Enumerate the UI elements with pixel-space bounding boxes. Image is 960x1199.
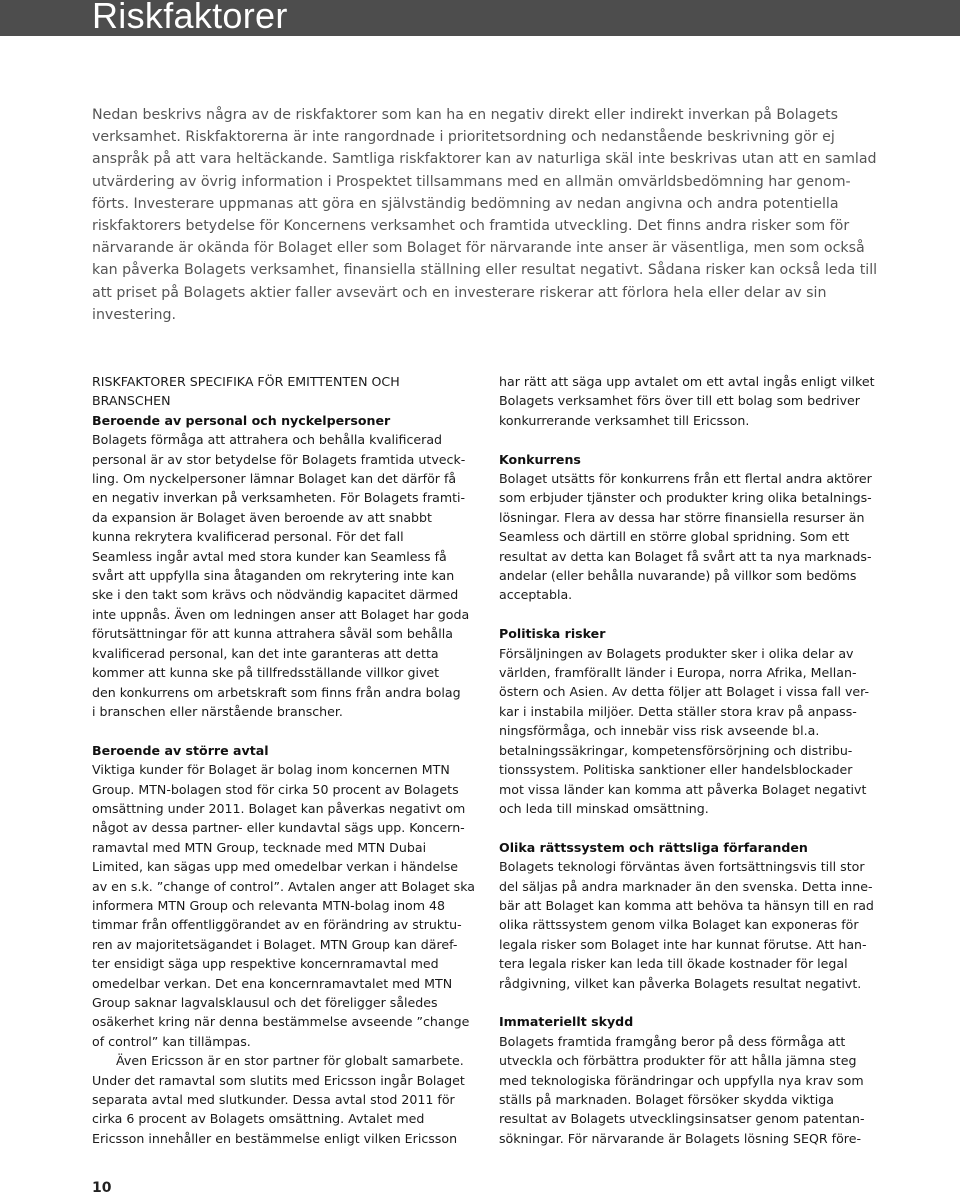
body-line: östern och Asien. Av detta följer att Bolaget i vissa fall ver- bbox=[499, 684, 870, 700]
body-line: timmar från offentliggörandet av en förändring av struktu- bbox=[92, 917, 462, 933]
body-line: Group. MTN-bolagen stod för cirka 50 procent av Bolagets bbox=[92, 781, 459, 797]
body-line: rådgivning, vilket kan påverka Bolagets resultat negativt. bbox=[499, 975, 862, 991]
body-line: sökningar. För närvarande är Bolagets lösning SEQR före- bbox=[499, 1130, 861, 1146]
intro-line: riskfaktorers betydelse för Koncernens verksamhet och framtida utveckling. Det finns andra risker som för bbox=[92, 218, 850, 235]
body-line: acceptabla. bbox=[499, 587, 573, 603]
body-line: personal är av stor betydelse för Bolagets framtida utveck- bbox=[92, 451, 466, 467]
body-line: svårt att uppfylla sina åtaganden om rekrytering inte kan bbox=[92, 568, 455, 584]
body-line: Viktiga kunder för Bolaget är bolag inom koncernen MTN bbox=[92, 762, 450, 778]
body-line: Seamless och därtill en större global spridning. Som ett bbox=[499, 529, 850, 545]
body-line: lösningar. Flera av dessa har större finansiella resurser än bbox=[499, 509, 865, 525]
body-line: bär att Bolaget kan komma att behöva ta hänsyn till en rad bbox=[499, 897, 874, 913]
section-heading: Beroende av personal och nyckelpersoner bbox=[92, 412, 391, 428]
body-line: Bolagets teknologi förväntas även fortsättningsvis till stor bbox=[499, 859, 865, 875]
body-line: legala risker som Bolaget inte har kunnat förutse. Att han- bbox=[499, 936, 867, 952]
body-line: Även Ericsson är en stor partner för globalt samarbete. bbox=[116, 1053, 464, 1069]
paragraph-gap bbox=[499, 430, 879, 449]
body-line: Ericsson innehåller en bestämmelse enligt vilken Ericsson bbox=[92, 1130, 458, 1146]
body-line: informera MTN Group och relevanta MTN-bolag inom 48 bbox=[92, 897, 446, 913]
body-line: resultat av Bolagets utvecklingsinsatser genom patentan- bbox=[499, 1111, 865, 1127]
section-heading: Immateriellt skydd bbox=[499, 1014, 634, 1030]
body-line: omsättning under 2011. Bolaget kan påverkas negativt om bbox=[92, 800, 466, 816]
intro-line: anspråk på att vara heltäckande. Samtliga riskfaktorer kan av naturliga skäl inte beskrivas utan att en samlad bbox=[92, 151, 877, 168]
body-line: kommer att kunna ske på tillfredsställande villkor givet bbox=[92, 665, 440, 681]
body-line: olika rättssystem genom vilka Bolaget kan exponeras för bbox=[499, 917, 859, 933]
intro-line: utvärdering av övrig information i Prospektet tillsammans med en allmän omvärldsbedömning har genom- bbox=[92, 173, 851, 190]
body-line: ren av majoritetsägandet i Bolaget. MTN Group kan däref- bbox=[92, 936, 458, 952]
page-number: 10 bbox=[92, 1180, 112, 1196]
body-line: ningsförmåga, och innebär viss risk avseende bl.a. bbox=[499, 723, 820, 739]
body-line: ramavtal med MTN Group, tecknade med MTN Dubai bbox=[92, 839, 427, 855]
paragraph-gap bbox=[499, 605, 879, 624]
section-heading: Politiska risker bbox=[499, 626, 606, 642]
body-line: av en s.k. ”change of control”. Avtalen anger att Bolaget ska bbox=[92, 878, 476, 894]
intro-line: närvarande är okända för Bolaget eller som Bolaget för närvarande inte anser är väsentliga, men som också bbox=[92, 240, 865, 257]
body-line: inte uppnås. Även om ledningen anser att Bolaget har goda bbox=[92, 606, 470, 622]
section-heading: Olika rättssystem och rättsliga förfaranden bbox=[499, 839, 808, 855]
body-line: Under det ramavtal som slutits med Ericsson ingår Bolaget bbox=[92, 1072, 465, 1088]
body-line: andelar (eller behålla nuvarande) på villkor som bedöms bbox=[499, 568, 857, 584]
body-line: of control” kan tillämpas. bbox=[92, 1033, 251, 1049]
body-line: cirka 6 procent av Bolagets omsättning. Avtalet med bbox=[92, 1111, 425, 1127]
body-line: något av dessa partner- eller kundavtal sägs upp. Koncern- bbox=[92, 820, 465, 836]
body-line: resultat av detta kan Bolaget få svårt att ta nya marknads- bbox=[499, 548, 872, 564]
left-column bbox=[92, 372, 476, 1148]
body-line: ter ensidigt säga upp respektive koncernramavtal med bbox=[92, 956, 439, 972]
body-line: med teknologiska förändringar och uppfylla nya krav som bbox=[499, 1072, 864, 1088]
body-line: kunna rekrytera kvalificerad personal. För det fall bbox=[92, 529, 404, 545]
body-line: en negativ inverkan på verksamheten. För Bolagets framti- bbox=[92, 490, 466, 506]
body-line: som erbjuder tjänster och produkter kring olika betalnings- bbox=[499, 490, 872, 506]
body-line: Försäljningen av Bolagets produkter sker i olika delar av bbox=[499, 645, 854, 661]
body-line: tionssystem. Politiska sanktioner eller handelsblockader bbox=[499, 762, 853, 778]
body-line: ske i den takt som krävs och nödvändig kapacitet därmed bbox=[92, 587, 459, 603]
body-line: Bolaget utsätts för konkurrens från ett flertal andra aktörer bbox=[499, 471, 872, 487]
body-line: omedelbar verkan. Det ena koncernramavtalet med MTN bbox=[92, 975, 453, 991]
page-title: Riskfaktorer bbox=[92, 0, 288, 36]
body-line: del säljas på andra marknader än den svenska. Detta inne- bbox=[499, 878, 873, 894]
header-bar bbox=[0, 0, 960, 36]
body-line: da expansion är Bolaget även beroende av att snabbt bbox=[92, 509, 432, 525]
body-line: världen, framförallt länder i Europa, norra Afrika, Mellan- bbox=[499, 665, 857, 681]
intro-line: förts. Investerare uppmanas att göra en självständig bedömning av nedan angivna och andra potentiella bbox=[92, 195, 839, 212]
body-line: separata avtal med slutkunder. Dessa avtal stod 2011 för bbox=[92, 1092, 455, 1108]
body-line: RISKFAKTORER SPECIFIKA FÖR EMITTENTEN OCH bbox=[92, 374, 400, 389]
body-line: kvalificerad personal, kan det inte garanteras att detta bbox=[92, 645, 439, 661]
body-line: Seamless ingår avtal med stora kunder kan Seamless få bbox=[92, 548, 447, 564]
body-line: mot vissa länder kan komma att påverka Bolaget negativt bbox=[499, 781, 867, 797]
body-line: Bolagets verksamhet förs över till ett bolag som bedriver bbox=[499, 393, 860, 409]
body-line: Bolagets förmåga att attrahera och behålla kvalificerad bbox=[92, 432, 443, 448]
intro-line: verksamhet. Riskfaktorerna är inte rangordnade i prioritetsordning och nedanstående beskrivning gör ej bbox=[92, 129, 835, 146]
body-line: Group saknar lagvalsklausul och det föreligger således bbox=[92, 994, 438, 1010]
body-line: Bolagets framtida framgång beror på dess förmåga att bbox=[499, 1033, 846, 1049]
body-line: konkurrerande verksamhet till Ericsson. bbox=[499, 412, 750, 428]
paragraph-gap bbox=[499, 818, 879, 837]
section-heading: Beroende av större avtal bbox=[92, 742, 269, 758]
body-line: förutsättningar för att kunna attrahera såväl som behålla bbox=[92, 626, 453, 642]
body-line: den konkurrens om arbetskraft som finns från andra bolag bbox=[92, 684, 461, 700]
right-column bbox=[499, 372, 879, 1148]
paragraph-gap bbox=[499, 993, 879, 1012]
body-line: i branschen eller närstående branscher. bbox=[92, 703, 343, 719]
body-line: har rätt att säga upp avtalet om ett avtal ingås enligt vilket bbox=[499, 374, 875, 389]
body-line: tera legala risker kan leda till ökade kostnader för legal bbox=[499, 956, 848, 972]
body-line: Limited, kan sägas upp med omedelbar verkan i händelse bbox=[92, 859, 459, 875]
body-line: kar i instabila miljöer. Detta ställer stora krav på anpass- bbox=[499, 703, 857, 719]
body-line: utveckla och förbättra produkter för att hålla jämna steg bbox=[499, 1053, 857, 1069]
body-line: betalningssäkringar, kompetensförsörjning och distribu- bbox=[499, 742, 853, 758]
paragraph-gap bbox=[92, 721, 472, 740]
intro-line: kan påverka Bolagets verksamhet, finansiella ställning eller resultat negativt. Sådana risker kan också leda till bbox=[92, 262, 878, 279]
body-line: osäkerhet kring när denna bestämmelse avseende ”change bbox=[92, 1014, 470, 1030]
body-line: och leda till minskad omsättning. bbox=[499, 800, 709, 816]
body-line: ställs på marknaden. Bolaget försöker skydda viktiga bbox=[499, 1091, 834, 1107]
intro-line: att priset på Bolagets aktier faller avsevärt och en investerare riskerar att förlora hela eller delar av sin bbox=[92, 284, 827, 301]
intro-line: Nedan beskrivs några av de riskfaktorer som kan ha en negativ direkt eller indirekt inverkan på Bolagets bbox=[92, 107, 839, 123]
body-line: ling. Om nyckelpersoner lämnar Bolaget kan det därför få bbox=[92, 471, 457, 487]
intro-line: investering. bbox=[92, 306, 177, 323]
body-line: BRANSCHEN bbox=[92, 393, 171, 409]
section-heading: Konkurrens bbox=[499, 451, 581, 467]
intro-paragraph bbox=[92, 104, 878, 326]
